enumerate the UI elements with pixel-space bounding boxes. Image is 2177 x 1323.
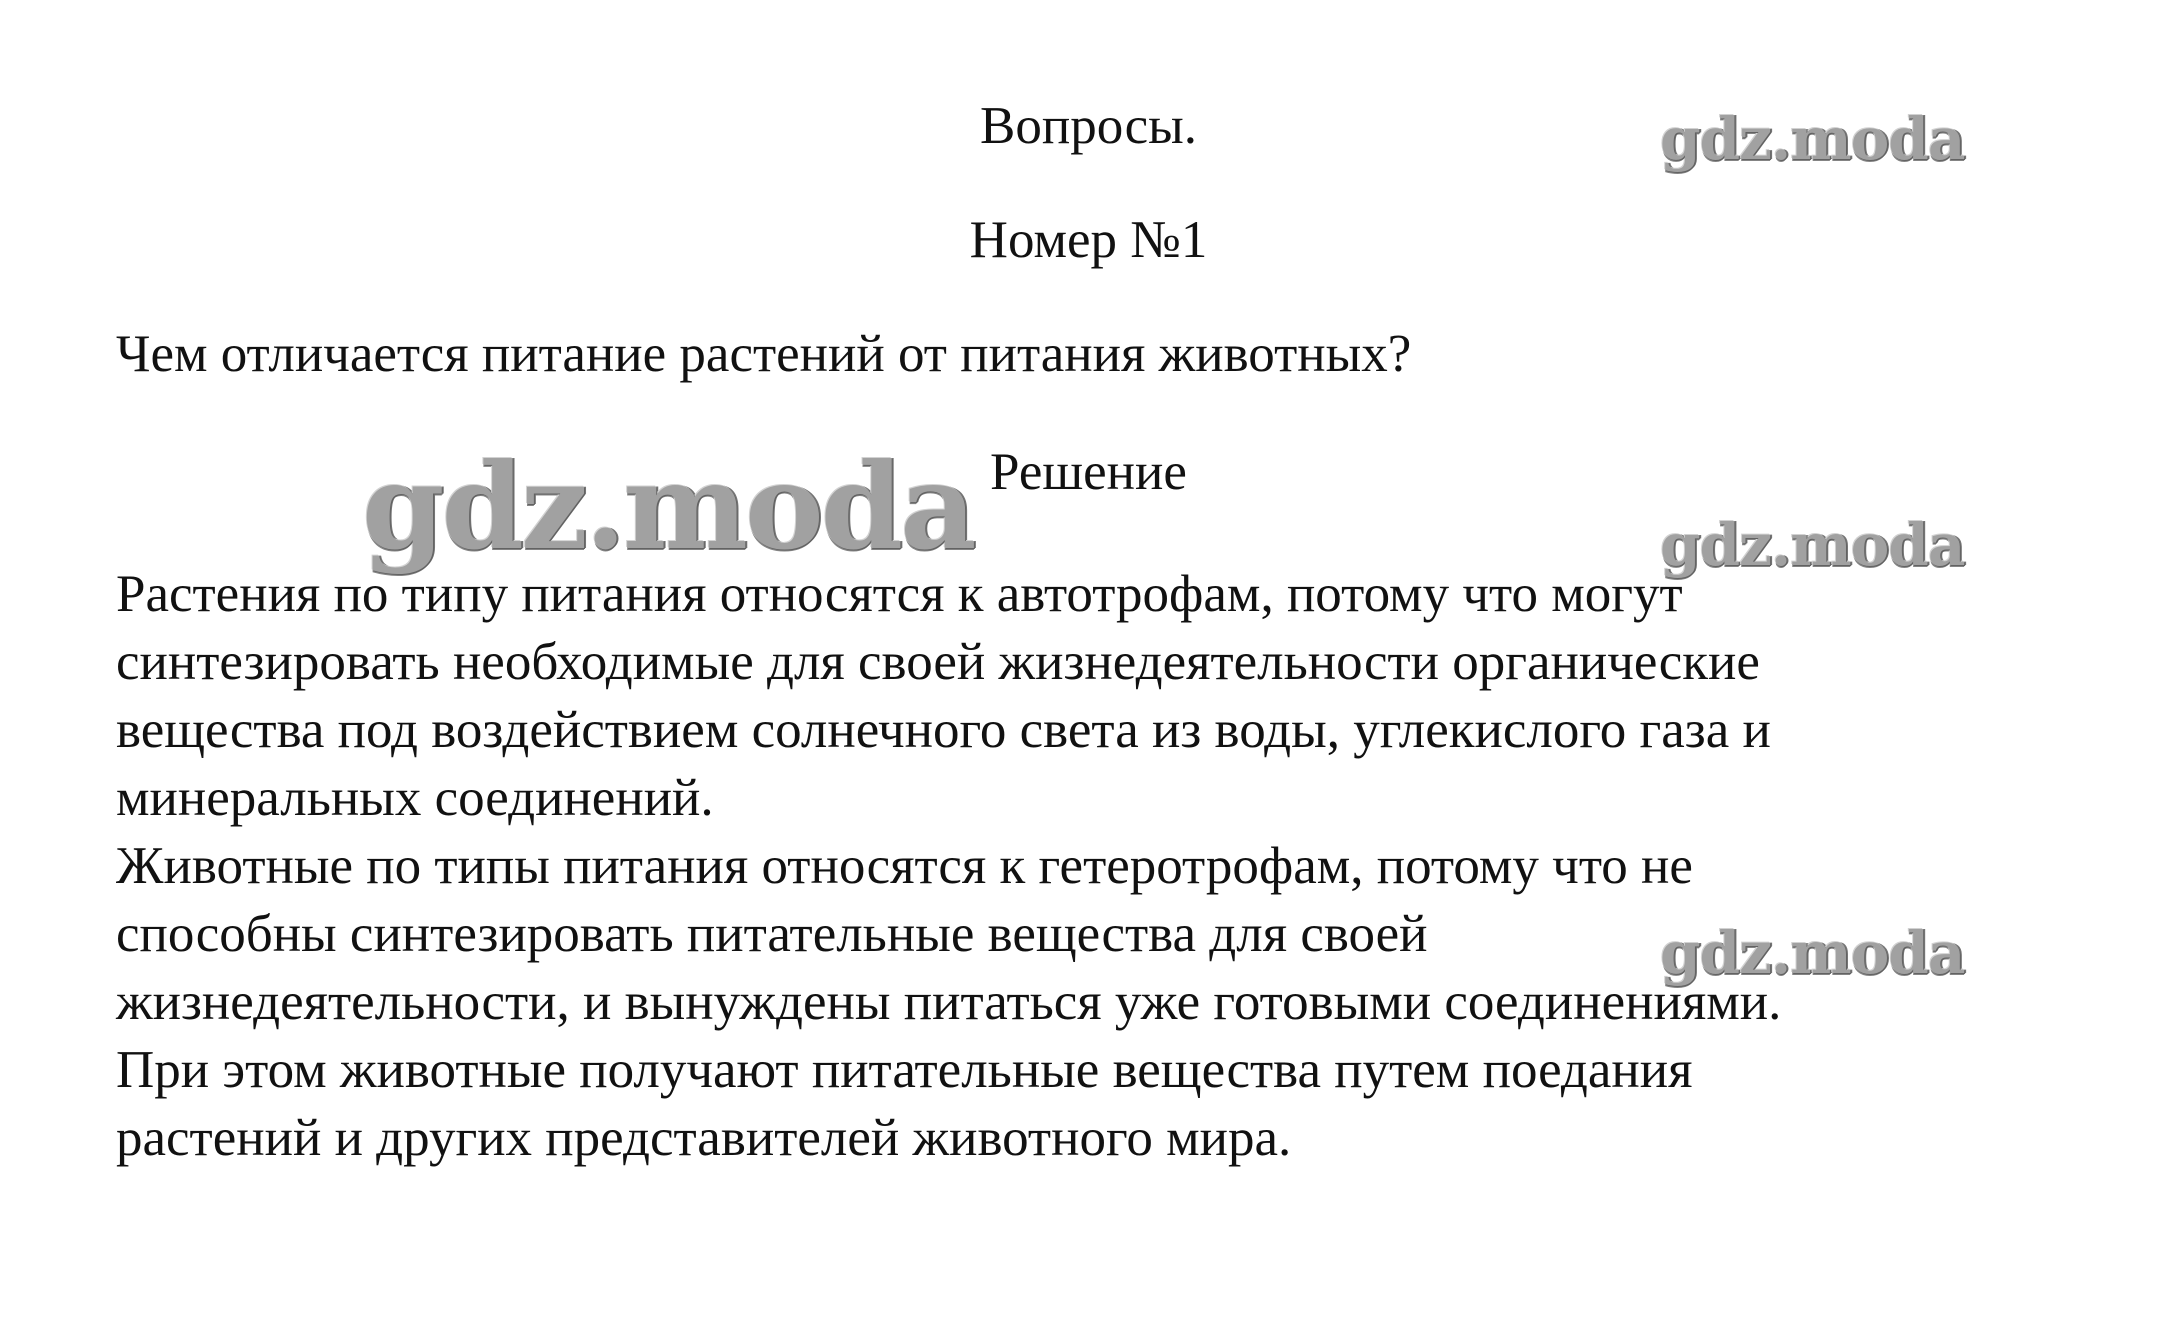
- answer-line: жизнедеятельности, и вынуждены питаться уже готовыми соединениями.: [116, 973, 1782, 1031]
- solution-label: Решение: [990, 443, 1187, 501]
- answer-line: растений и других представителей животного мира.: [116, 1109, 1292, 1167]
- answer-line: синтезировать необходимые для своей жизнедеятельности органические: [116, 633, 1760, 691]
- answer-line: вещества под воздействием солнечного света из воды, углекислого газа и: [116, 701, 1771, 759]
- problem-number: Номер №1: [969, 211, 1208, 269]
- answer-line: минеральных соединений.: [116, 769, 714, 827]
- answer-line: способны синтезировать питательные вещества для своей: [116, 905, 1428, 963]
- watermark-logo: gdz.moda: [1660, 919, 1965, 987]
- question-text: Чем отличается питание растений от питания животных?: [116, 325, 1412, 383]
- watermark-logo: gdz.moda: [1660, 105, 1965, 173]
- answer-line: При этом животные получают питательные вещества путем поедания: [116, 1041, 1693, 1099]
- heading: Вопросы.: [980, 97, 1197, 155]
- watermark-logo: gdz.moda: [362, 437, 974, 576]
- answer-line: Животные по типы питания относятся к гетеротрофам, потому что не: [116, 837, 1693, 895]
- watermark-logo: gdz.moda: [1660, 511, 1965, 579]
- answer-line: Растения по типу питания относятся к автотрофам, потому что могут: [116, 565, 1683, 623]
